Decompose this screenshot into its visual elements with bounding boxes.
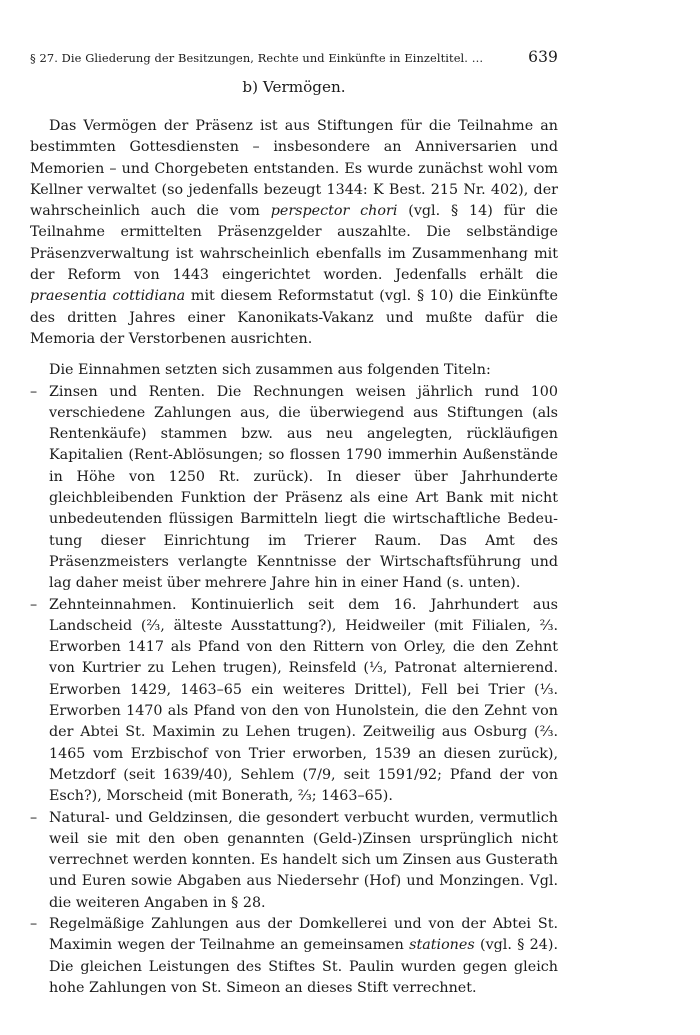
- list-item: [30, 808, 558, 914]
- page-number: 639: [528, 48, 558, 66]
- list-item-text: Regelmäßige Zahlungen aus der Domkellerei und von der Abtei St. Maximin wegen der Teilnahme an gemeinsamen: [49, 915, 558, 954]
- running-head: [30, 48, 558, 72]
- italic-term-stationes: stationes: [409, 937, 475, 954]
- italic-term-perspector-chori: perspector chori: [270, 203, 398, 220]
- list-item: [30, 595, 558, 808]
- italic-term-praesentia-cottidiana: praesentia cottidiana: [30, 288, 186, 305]
- paragraph-text: (vgl. § 14) für die Teilnahme ermittelten Präsenzgelder auszahlte. Die selbständige Präsenzverwaltung ist wahrscheinlich ebenfalls im Zusammenhang mit der Reform von 1443 eingerichtet worden. Jedenfalls erhält die: [30, 203, 558, 284]
- paragraph-einnahmen-intro: Die Einnahmen setzten sich zusammen aus folgenden Titeln:: [49, 362, 491, 379]
- paragraph-text: mit diesem Reformstatut (vgl. § 10) die Einkünfte des dritten Jahres einer Kanonikats-Vakanz und mußte dafür die Memoria der Verstorbenen ausrichten.: [30, 288, 558, 347]
- income-titles-list: [30, 382, 558, 1000]
- paragraph-vermoegen: [30, 116, 558, 350]
- paragraph-text: Das Vermögen der Präsenz ist aus Stiftungen für die Teilnahme an bestimmten Gottesdiensten – insbesondere an Anniversarien und Memorien – und Chorgebeten entstanden. Es wurde zunächst wohl vom Kellner verwaltet (so jedenfalls bezeugt 1344: K Best. 215 Nr. 402), der wahrscheinlich auch die vom: [30, 118, 558, 220]
- running-head-title: § 27. Die Gliederung der Besitzungen, Rechte und Einkünfte in Einzeltitel. …: [30, 51, 484, 65]
- list-item: [30, 914, 558, 999]
- list-item-text: Natural- und Geldzinsen, die gesondert verbucht wurden, vermutlich weil sie mit den oben genannten (Geld-)Zinsen ursprünglich nicht verrechnet werden konnten. Es handelt sich um Zinsen aus Gusterath und Euren sowie Abgaben aus Niedersehr (Hof) und Monzingen. Vgl. die weiteren Angaben in § 28.: [49, 809, 558, 911]
- dash-marker: –: [30, 809, 38, 826]
- list-item-text: Zehnteinnahmen. Kontinuierlich seit dem 16. Jahrhundert aus Landscheid (⅔, älteste Ausstattung?), Heidweiler (mit Filialen, ⅔. Erworben 1417 als Pfand von den Rittern von Orley, die den Zehnt von Kurtrier zu Lehen trugen), Reinsfeld (⅓, Patronat alternierend. Erworben 1429, 1463–65 ein weiteres Drittel), Fell bei Trier (⅓. Erworben 1470 als Pfand von den von Hunolstein, die den Zehnt von der Abtei St. Maximin zu Lehen trugen). Zeitweilig aus Osburg (⅔. 1465 vom Erzbischof von Trier erworben, 1539 an diesen zurück), Metzdorf (seit 1639/40), Sehlem (7/9, seit 1591/92; Pfand der von Esch?), Morscheid (mit Bonerath, ⅔; 1463–65).: [49, 596, 558, 805]
- dash-marker: –: [30, 915, 38, 932]
- dash-marker: –: [30, 383, 38, 400]
- list-item: [30, 382, 558, 595]
- list-item-text: Zinsen und Renten. Die Rechnungen weisen jährlich rund 100 verschiedene Zahlungen aus, die überwiegend aus Stiftungen (als Rentenkäufe) stammen bzw. aus neu angelegten, rückläufigen Kapitalien (Rent-Ablösungen; so flossen 1790 immerhin Außenstände in Höhe von 1250 Rt. zurück). In dieser über Jahrhunderte gleichbleibenden Funktion der Präsenz als eine Art Bank mit nicht unbedeutenden flüssigen Barmitteln liegt die wirtschaftliche Bedeutung dieser Einrichtung im Trierer Raum. Das Amt des Präsenzmeisters verlangte Kenntnisse der Wirtschaftsführung und lag daher meist über mehrere Jahre hin in einer Hand (s. unten).: [49, 383, 558, 592]
- dash-marker: –: [30, 596, 38, 613]
- book-page: [30, 48, 558, 999]
- section-heading: b) Vermögen.: [242, 78, 346, 96]
- list-item-text: (vgl. § 24). Die gleichen Leistungen des Stiftes St. Paulin wurden gegen gleich hohe Zahlungen von St. Simeon an dieses Stift verrechnet.: [49, 937, 558, 996]
